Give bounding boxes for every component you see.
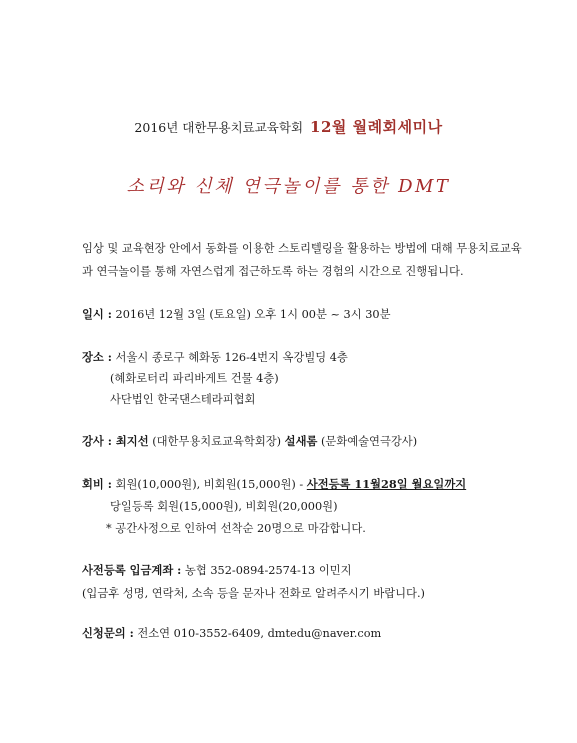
account-label: 사전등록 입금계좌 : [82,563,182,577]
schedule-value: 2016년 12월 3일 (토요일) 오후 1시 00분 ~ 3시 30분 [111,308,391,321]
venue-line-3: 사단법인 한국댄스테라피협회 [110,393,256,406]
main-title: 소리와 신체 연극놀이를 통한 DMT [126,176,451,197]
instructor-row [82,432,417,451]
venue-line-1: 서울시 종로구 혜화동 126-4번지 옥강빌딩 4층 [111,351,348,364]
schedule-row [82,305,391,324]
header-line [0,118,577,137]
venue-label: 장소 : [82,350,112,364]
fee-label: 회비 : [82,477,112,491]
fee-note: * 공간사정으로 인하여 선착순 20명으로 마감합니다. [106,522,366,535]
intro-line-1: 임상 및 교육현장 안에서 동화를 이용한 스토리텔링을 활용하는 방법에 대해 무용치료교육 [82,242,522,255]
prereg-deadline: 사전등록 11월28일 월요일까지 [306,477,467,491]
fee-line-2: 당일등록 회원(15,000원), 비회원(20,000원) [110,500,338,513]
intro-paragraph [82,237,522,283]
contact-value: 전소연 010-3552-6409, dmtedu@naver.com [133,627,382,640]
intro-line-2: 과 연극놀이를 통해 자연스럽게 접근하도록 하는 경험의 시간으로 진행됩니다. [82,265,464,278]
venue-line-2: (혜화로터리 파리바게트 건물 4층) [110,372,279,385]
instructor-name-2: 설새롬 [284,434,318,448]
account-value: 농협 352-0894-2574-13 이민지 [181,564,352,577]
account-row [82,561,425,603]
header-prefix: 2016년 대한무용치료교육학회 [134,120,304,135]
instructor-role-2: (문화예술연극강사) [317,435,418,448]
header-seminar: 12월 월례회세미나 [310,118,443,136]
fee-row [82,475,466,538]
contact-row [82,624,381,643]
instructor-label: 강사 : [82,434,112,448]
fee-line-1: 회원(10,000원), 비회원(15,000원) - [111,478,307,491]
venue-row [82,348,348,409]
instructor-name-1: 최지선 [111,434,149,448]
contact-label: 신청문의 : [82,626,134,640]
account-note: (입금후 성명, 연락처, 소속 등을 문자나 전화로 알려주시기 바랍니다.) [82,587,425,600]
instructor-role-1: (대한무용치료교육학회장) [148,435,285,448]
schedule-label: 일시 : [82,307,112,321]
